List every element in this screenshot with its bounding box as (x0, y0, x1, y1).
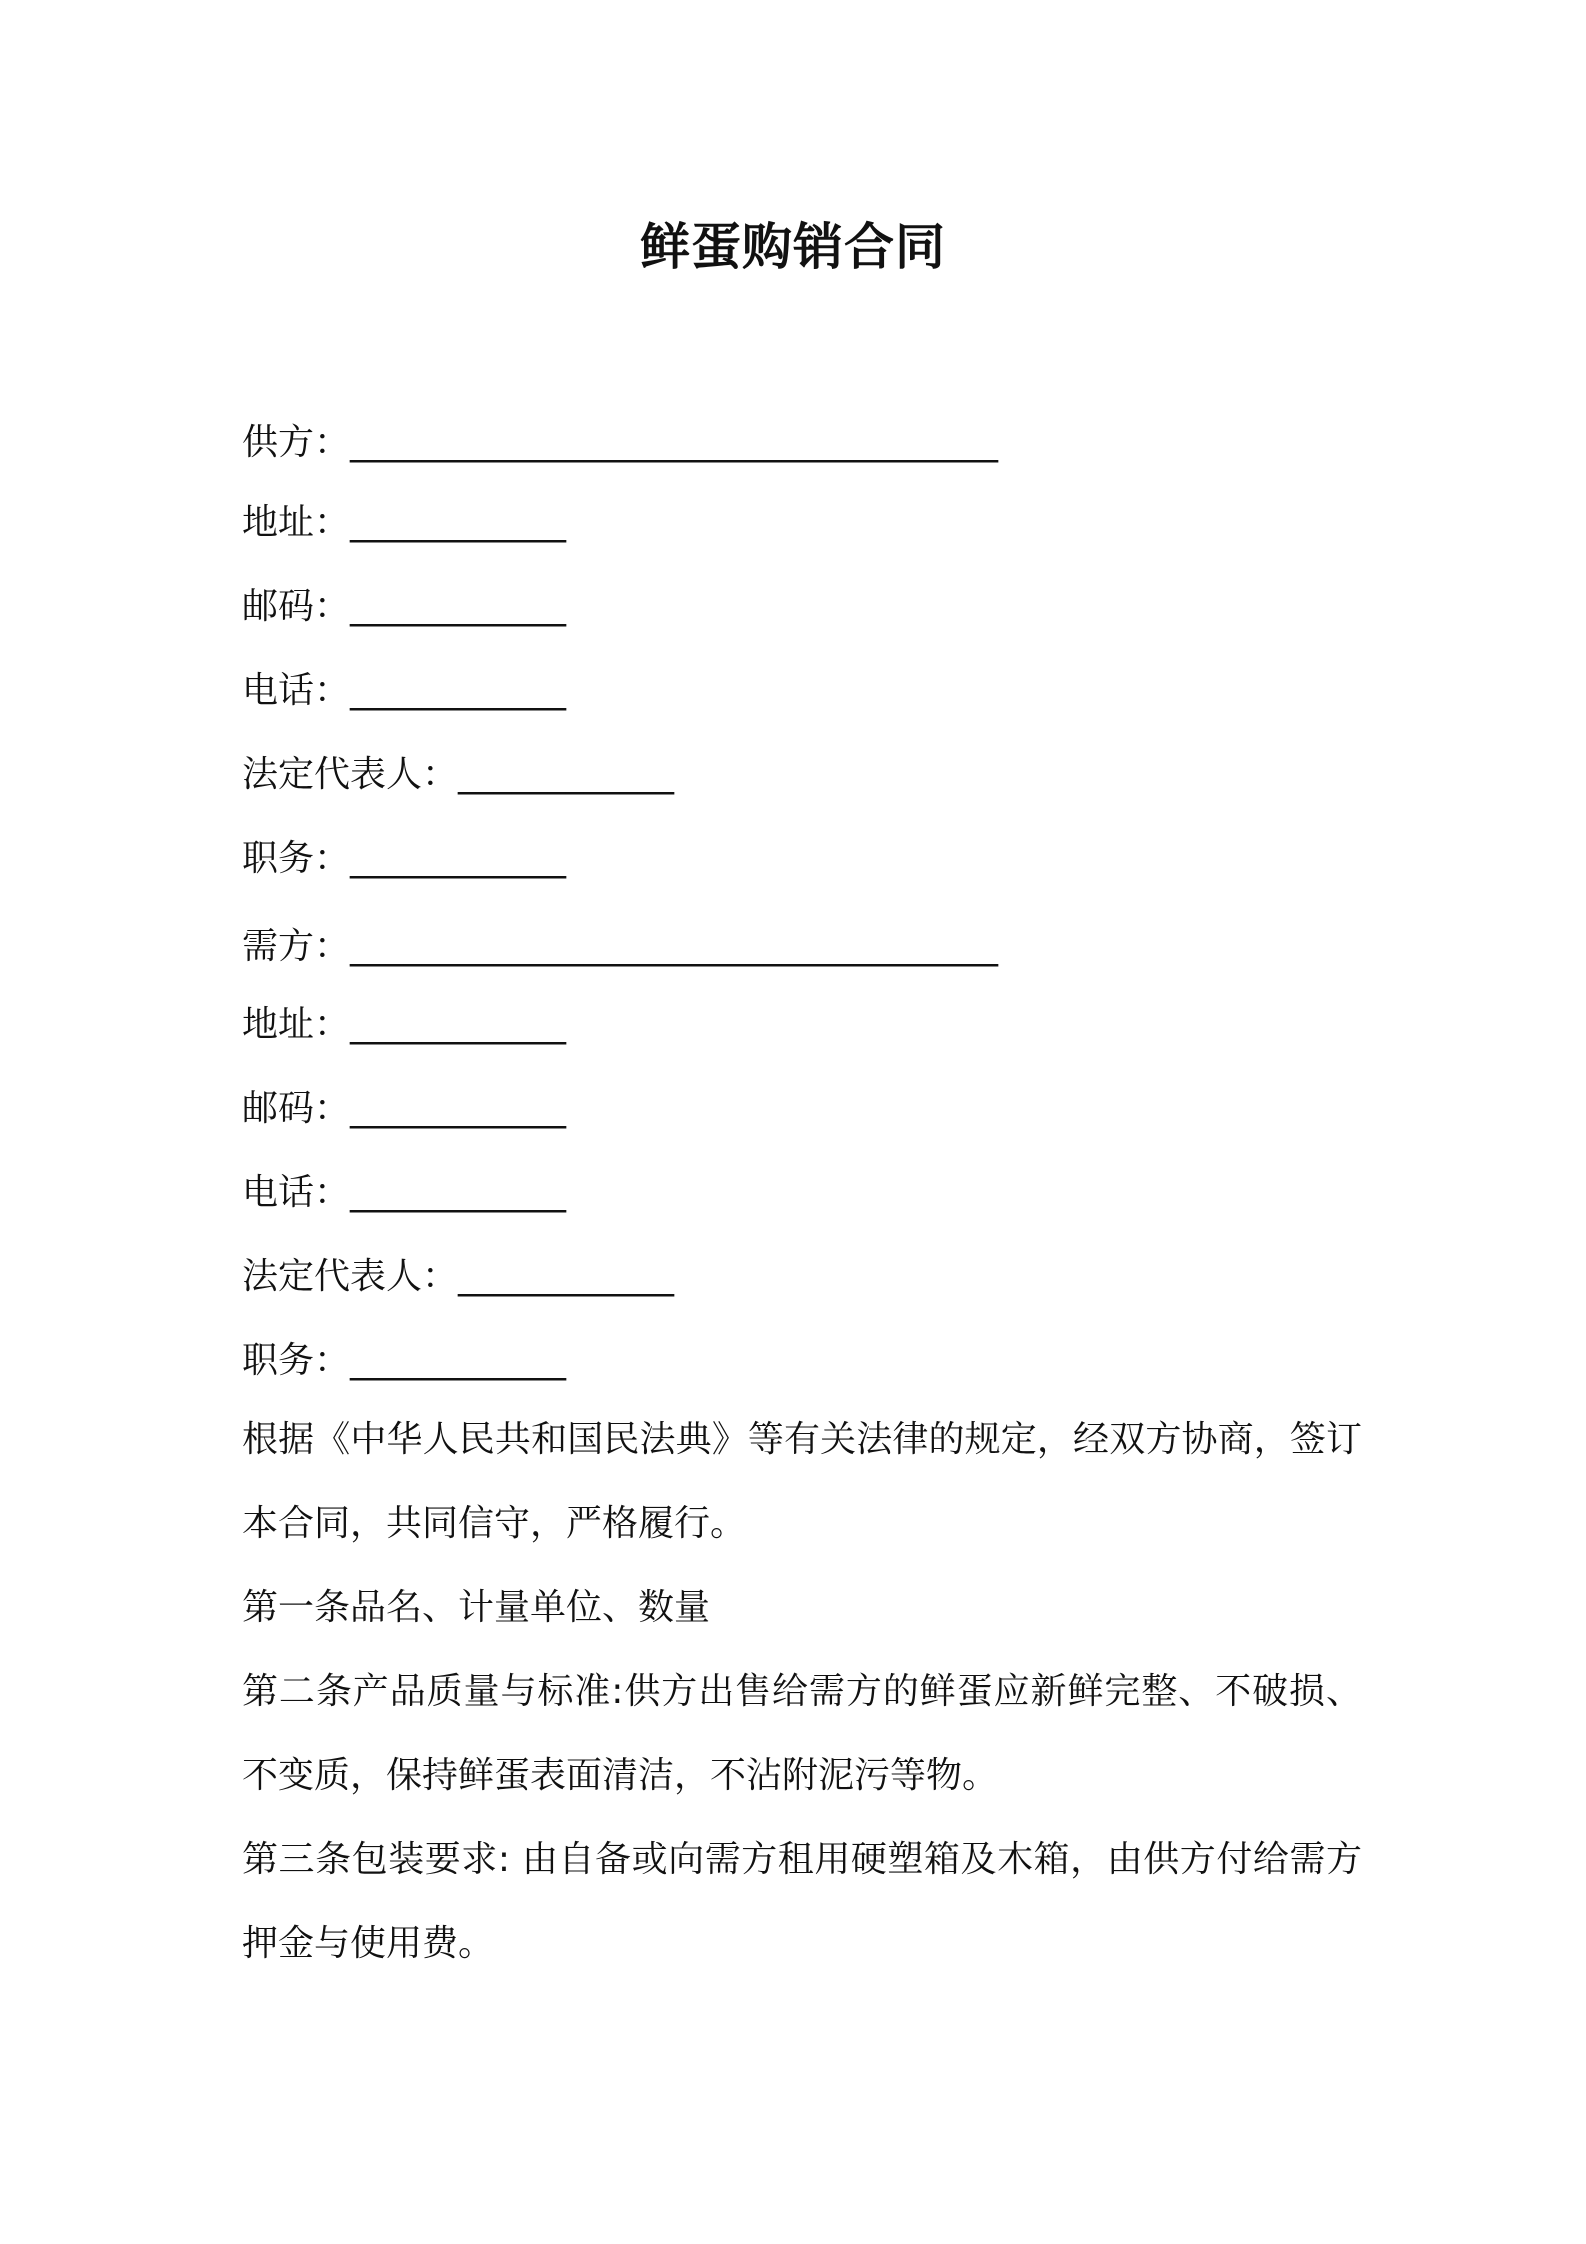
supplier-phone-field: 电话：____________ (242, 670, 567, 711)
buyer-address-field: 地址：____________ (242, 1004, 567, 1045)
supplier-legal-rep-field: 法定代表人：____________ (242, 754, 675, 795)
buyer-position-field: 职务：____________ (242, 1340, 567, 1381)
buyer-legal-rep-field: 法定代表人：____________ (242, 1256, 675, 1297)
buyer-name-field: 需方：____________________________________ (242, 926, 999, 967)
intro-paragraph: 根据《中华人民共和国民法典》等有关法律的规定，经双方协商，签订本合同，共同信守，严格履行。 (242, 1419, 1362, 1544)
article-3: 第三条包装要求: 由自备或向需方租用硬塑箱及木箱，由供方付给需方押金与使用费。 (242, 1839, 1362, 1964)
supplier-position-field: 职务：____________ (242, 838, 567, 879)
supplier-postcode-field: 邮码：____________ (242, 586, 567, 627)
supplier-name-field: 供方：____________________________________ (242, 422, 999, 463)
article-2: 第二条产品质量与标准:供方出售给需方的鲜蛋应新鲜完整、不破损、不变质，保持鲜蛋表面清洁，不沾附泥污等物。 (242, 1671, 1362, 1796)
buyer-postcode-field: 邮码：____________ (242, 1088, 567, 1129)
buyer-phone-field: 电话：____________ (242, 1172, 567, 1213)
article-1: 第一条品名、计量单位、数量 (242, 1587, 711, 1628)
supplier-address-field: 地址：____________ (242, 502, 567, 543)
document-title: 鲜蛋购销合同 (640, 218, 946, 276)
